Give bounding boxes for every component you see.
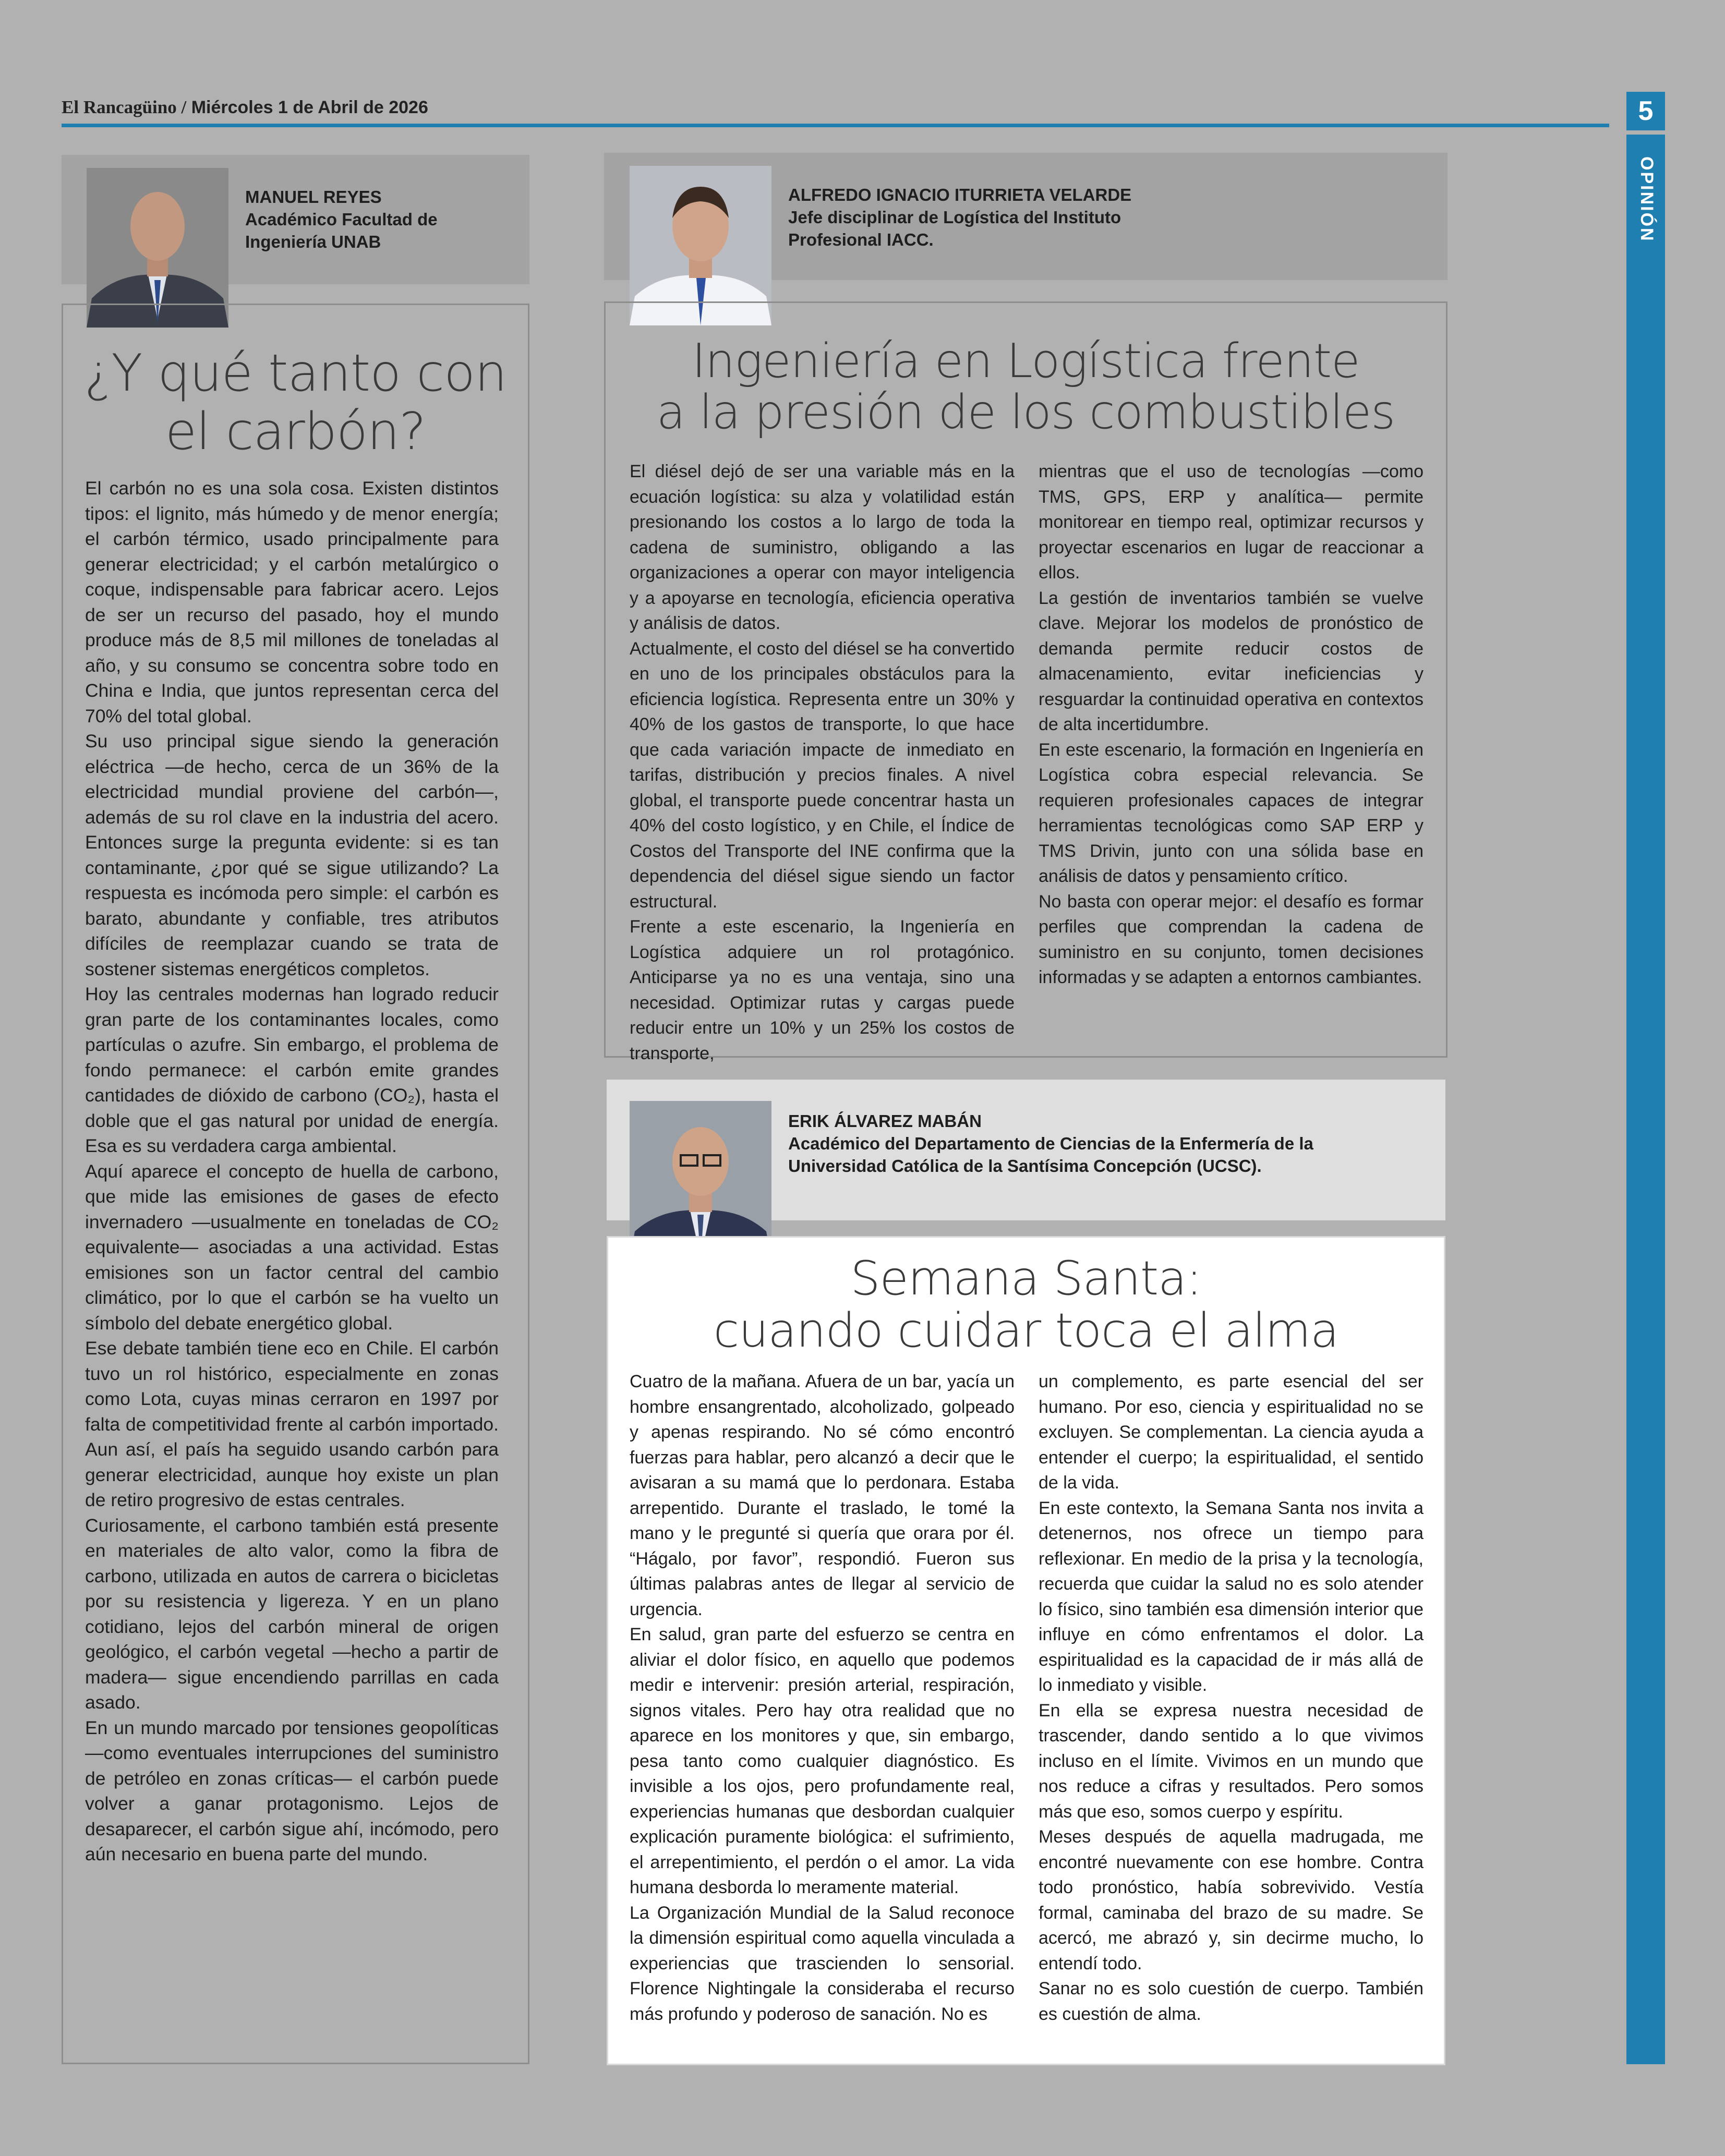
header-rule — [62, 124, 1609, 127]
article-column-2 — [1039, 1369, 1424, 2027]
paragraph: Aquí aparece el concepto de huella de carbono, que mide las emisiones de gases de efecto invernadero —usualmente en toneladas de CO₂ equivalente— asociadas a una actividad. Estas emisiones son un factor central del cambio climático, por lo que el carbón se ha vuelto un símbolo del debate energético global. — [85, 1160, 499, 1334]
paragraph: En salud, gran parte del esfuerzo se centra en aliviar el dolor físico, en aquello que podemos medir e intervenir: presión arterial, respiración, signos vitales. Pero hay otra realidad que no aparece en los monitores y que, sin embargo, pesa tanto como cualquier diagnóstico. Es invisible a los ojos, pero profundamente real, experiencias humanas que desbordan cualquier explicación puramente biológica: el sufrimiento, el arrepentimiento, el perdón o el amor. La vida humana desborda lo meramente material. — [630, 1625, 1015, 1897]
article-column-2 — [1039, 459, 1424, 990]
paragraph: La gestión de inventarios también se vuelve clave. Mejorar los modelos de pronóstico de demanda permite reducir costos de almacenamiento, evitar ineficiencias y resguardar la continuidad operativa en contextos de alta incertidumbre. — [1039, 588, 1424, 734]
section-sidebar — [1626, 135, 1665, 2064]
author-name: ERIK ÁLVAREZ MABÁN — [788, 1111, 982, 1131]
paragraph: El diésel dejó de ser una variable más en la ecuación logística: su alza y volatilidad están presionando los costos a lo largo de toda la cadena de suministro, obligando a las organizaciones a operar con mayor inteligencia y a apoyarse en tecnología, eficiencia operativa y análisis de datos. — [630, 462, 1015, 633]
article-column-1 — [630, 459, 1015, 1066]
paragraph: En este contexto, la Semana Santa nos invita a detenernos, nos ofrece un tiempo para reflexionar. En medio de la prisa y la tecnología, recuerda que cuidar la salud no es solo atender lo físico, sino también esa dimensión interior que influye en cómo enfrentamos el dolor. La espiritualidad es la capacidad de ir más allá de lo inmediato y visible. — [1039, 1498, 1424, 1695]
title-line: Ingeniería en Logística frente — [692, 334, 1360, 389]
section-label-wrap — [1636, 156, 1657, 243]
paragraph: Actualmente, el costo del diésel se ha convertido en uno de los principales obstáculos para la eficiencia logística. Representa entre un 30% y 40% de los gastos de transporte, lo que hace que cada variación impacte de inmediato en tarifas, distribución y precios finales. A nivel global, el transporte puede concentrar hasta un 40% del costo logístico, y en Chile, el Índice de Costos del Transporte del INE confirma que la dependencia del diésel sigue siendo un factor estructural. — [630, 638, 1015, 912]
title-line: cuando cuidar toca el alma — [713, 1303, 1339, 1358]
author-info-reyes — [245, 186, 438, 253]
author-role-line: Académico del Departamento de Ciencias de la Enfermería de la — [788, 1134, 1313, 1153]
paragraph: Meses después de aquella madrugada, me encontré nuevamente con ese hombre. Contra todo pronóstico, había sobrevivido. Vestía formal, caminaba del brazo de su madre. Se acercó, me abrazó y, sin decirme mucho, lo entendí todo. — [1039, 1827, 1424, 1973]
paragraph: Curiosamente, el carbono también está presente en materiales de alto valor, como la fibra de carbono, utilizada en autos de carrera o bicicletas por su resistencia y ligereza. Y en un plano cotidiano, lejos del carbón mineral de origen geológico, el carbón vegetal —hecho a partir de madera— sigue encendiendo parrillas en cada asado. — [85, 1515, 499, 1713]
paragraph: El carbón no es una sola cosa. Existen distintos tipos: el lignito, más húmedo y de menor energía; el carbón térmico, usado principalmente para generar electricidad; y el carbón metalúrgico o coque, indispensable para fabricar acero. Lejos de ser un recurso del pasado, hoy el mundo produce más de 8,5 mil millones de toneladas al año, y su consumo se concentra sobre todo en China e India, que juntos representan cerca del 70% del total global. — [85, 478, 499, 726]
paragraph: Frente a este escenario, la Ingeniería en Logística adquiere un rol protagónico. Anticiparse ya no es una ventaja, sino una necesidad. Optimizar rutas y cargas puede reducir entre un 10% y un 25% los costos de transporte, — [630, 917, 1015, 1063]
paragraph: En este escenario, la formación en Ingeniería en Logística cobra especial relevancia. Se requieren profesionales capaces de integrar herramientas tecnológicas como SAP ERP y TMS Drivin, junto con una sólida base en análisis de datos y pensamiento crítico. — [1039, 740, 1424, 886]
issue-date: Miércoles 1 de Abril de 2026 — [191, 98, 428, 117]
author-info-iturrieta — [788, 184, 1131, 251]
paper-name: El Rancagüino / — [62, 97, 187, 117]
paragraph: Su uso principal sigue siendo la generación eléctrica —de hecho, cerca de un 36% de la electricidad mundial proviene del carbón—, además de su rol clave en la industria del acero. Entonces surge la pregunta evidente: si es tan contaminante, ¿por qué se sigue utilizando? La respuesta es incómoda pero simple: el carbón es barato, abundante y confiable, tres atributos difíciles de reemplazar cuando se trata de sostener sistemas energéticos completos. — [85, 731, 499, 979]
article-title — [62, 344, 529, 461]
article-title — [607, 1253, 1445, 1357]
paragraph: Cuatro de la mañana. Afuera de un bar, yacía un hombre ensangrentado, alcoholizado, golpeado y apenas respirando. No sé cómo encontró fuerzas para hablar, pero alcanzó a decir que le avisaran a su mamá que lo perdonara. Estaba arrepentido. Durante el traslado, le tomé la mano y le pregunté si quería que orara por él. “Hágalo, por favor”, respondió. Fueron sus últimas palabras antes de llegar al servicio de urgencia. — [630, 1372, 1015, 1619]
title-line: el carbón? — [165, 402, 426, 462]
page-number: 5 — [1626, 92, 1665, 130]
paragraph: En ella se expresa nuestra necesidad de trascender, dando sentido a lo que vivimos incluso en el límite. Vivimos en un mundo que nos reduce a cifras y resultados. Pero somos más que eso, somos cuerpo y espíritu. — [1039, 1700, 1424, 1822]
author-role-line: Jefe disciplinar de Logística del Instituto — [788, 208, 1121, 227]
author-role-line: Académico Facultad de — [245, 210, 438, 229]
paragraph: No basta con operar mejor: el desafío es formar perfiles que comprendan la cadena de suministro en su conjunto, tomen decisiones informadas y se adapten a entornos cambiantes. — [1039, 891, 1424, 987]
author-role-line: Universidad Católica de la Santísima Concepción (UCSC). — [788, 1156, 1262, 1176]
article-title — [604, 336, 1447, 438]
paragraph: La Organización Mundial de la Salud reconoce la dimensión espiritual como aquella vinculada a experiencias que trascienden lo sensorial. Florence Nightingale la consideraba el recurso más profundo y poderoso de sanación. No es — [630, 1903, 1015, 2024]
paragraph: un complemento, es parte esencial del ser humano. Por eso, ciencia y espiritualidad no se excluyen. Se complementan. La ciencia ayuda a entender el cuerpo; la espiritualidad, el sentido de la vida. — [1039, 1372, 1424, 1493]
paragraph: Sanar no es solo cuestión de cuerpo. También es cuestión de alma. — [1039, 1979, 1424, 2024]
author-info-alvarez — [788, 1110, 1313, 1177]
masthead — [62, 97, 428, 118]
author-role-line: Ingeniería UNAB — [245, 232, 381, 251]
paragraph: Hoy las centrales modernas han logrado reducir gran parte de los contaminantes locales, como partículas o azufre. Sin embargo, el problema de fondo permanece: el carbón emite grandes cantidades de dióxido de carbono (CO₂), hasta el doble que el gas natural por unidad de energía. Esa es su verdadera carga ambiental. — [85, 984, 499, 1156]
author-name: ALFREDO IGNACIO ITURRIETA VELARDE — [788, 185, 1132, 204]
title-line: Semana Santa: — [850, 1251, 1202, 1306]
paragraph: En un mundo marcado por tensiones geopolíticas —como eventuales interrupciones del suministro de petróleo en zonas críticas— el carbón puede volver a ganar protagonismo. Lejos de desaparecer, el carbón sigue ahí, incómodo, pero aún necesario en buena parte del mundo. — [85, 1717, 499, 1864]
paragraph: Ese debate también tiene eco en Chile. El carbón tuvo un rol histórico, especialmente en zonas como Lota, cuyas minas cerraron en 1997 por falta de competitividad frente al carbón importado. Aun así, el país ha seguido usando carbón para generar electricidad, aunque hoy existe un plan de retiro progresivo de estas centrales. — [85, 1338, 499, 1510]
title-line: ¿Y qué tanto con — [84, 344, 507, 403]
title-line: a la presión de los combustibles — [656, 385, 1395, 440]
article-body-carbon — [85, 476, 499, 1867]
article-column-1 — [630, 1369, 1015, 2027]
author-name: MANUEL REYES — [245, 187, 382, 207]
paragraph: mientras que el uso de tecnologías —como TMS, GPS, ERP y analítica— permite monitorear en tiempo real, optimizar recursos y proyectar escenarios en lugar de reaccionar a ellos. — [1039, 462, 1424, 583]
author-role-line: Profesional IACC. — [788, 230, 934, 249]
section-label: OPINIÓN — [1637, 156, 1657, 243]
